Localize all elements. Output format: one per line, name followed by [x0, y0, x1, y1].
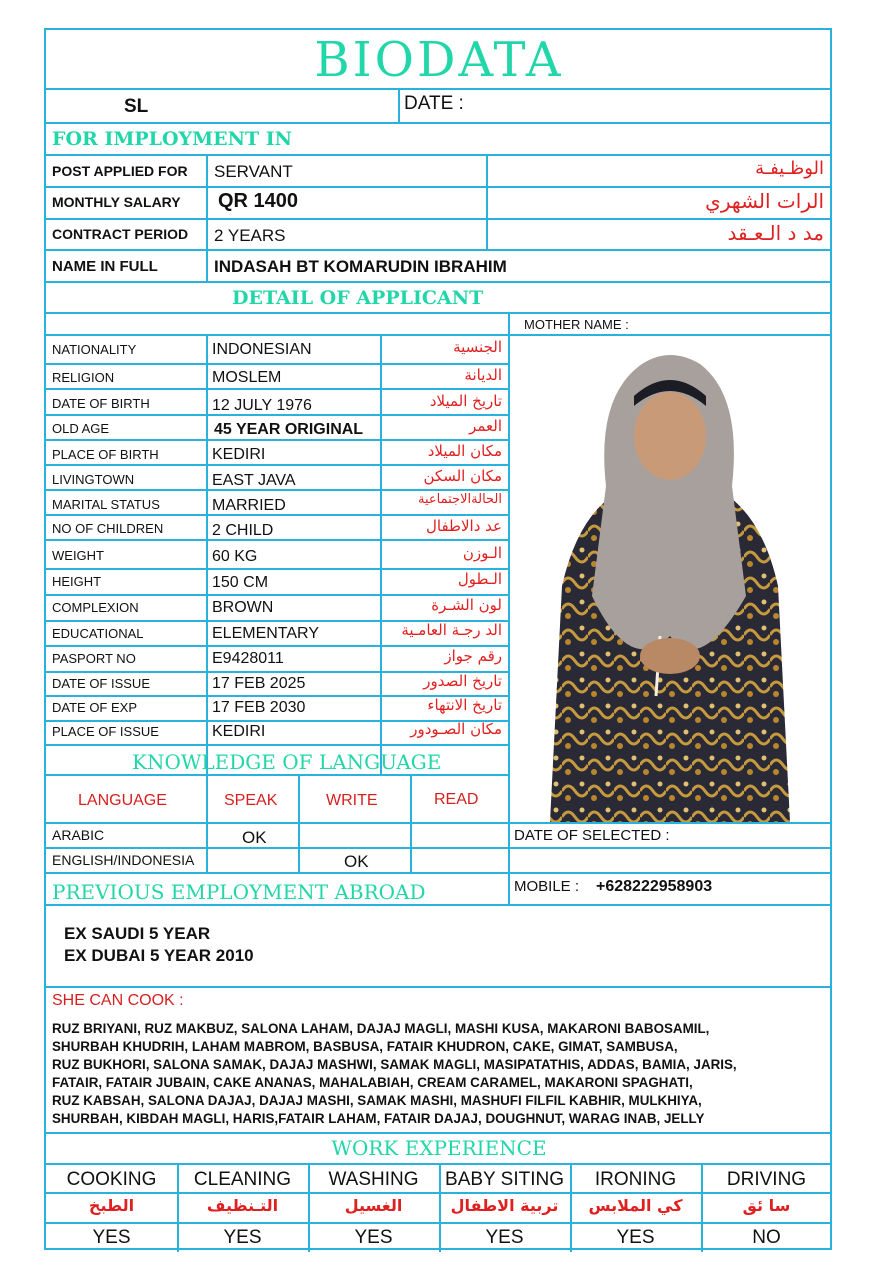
detail-value: 12 JULY 1976 — [212, 397, 312, 414]
work-arabic: الغسيل — [344, 1196, 403, 1215]
divider — [46, 388, 508, 390]
divider — [46, 904, 832, 906]
employment-value: 2 YEARS — [214, 226, 286, 245]
work-arabic: الطبخ — [88, 1196, 135, 1215]
detail-label: PASPORT NO — [52, 651, 136, 666]
detail-label: DATE OF EXP — [52, 700, 137, 715]
detail-value: 17 FEB 2030 — [212, 699, 306, 716]
divider — [298, 774, 300, 872]
detail-arabic: مكان الميلاد — [427, 442, 502, 460]
work-value: YES — [616, 1227, 655, 1248]
employment-label: POST APPLIED FOR — [52, 163, 188, 179]
cook-line: SHURBAH KHUDRIH, LAHAM MABROM, BASBUSA, FATAIR KHUDRON, CAKE, GIMAT, SAMBUSA, — [52, 1039, 678, 1054]
divider — [46, 249, 832, 251]
detail-value: E9428011 — [212, 650, 284, 667]
work-value: YES — [92, 1227, 131, 1248]
detail-value: 150 CM — [212, 574, 269, 591]
work-name: WASHING — [328, 1169, 419, 1190]
detail-value: 45 YEAR ORIGINAL — [214, 421, 364, 438]
detail-value: KEDIRI — [212, 446, 266, 463]
work-name: CLEANING — [193, 1169, 292, 1190]
detail-arabic: مكان السكن — [423, 467, 502, 485]
cook-list — [52, 1020, 830, 1128]
cook-line: SHURBAH, KIBDAH MAGLI, HARIS,FATAIR LAHAM, FATAIR DAJAJ, DOUGHNUT, WARAG INAB, JELLY — [52, 1111, 705, 1126]
detail-arabic: تاريخ الصدور — [423, 672, 502, 690]
lang-header-read: READ — [434, 791, 479, 808]
divider — [486, 154, 488, 249]
detail-value: 60 KG — [212, 548, 258, 565]
lang-header-speak: SPEAK — [224, 792, 278, 809]
divider — [206, 774, 208, 872]
cook-line: RUZ BUKHORI, SALONA SAMAK, DAJAJ MASHWI, SAMAK MAGLI, MASIPATATHIS, ADDAS, BAMIA, JARIS, — [52, 1057, 737, 1072]
divider — [46, 312, 832, 314]
employment-value: QR 1400 — [218, 190, 299, 212]
lang-header-language: LANGUAGE — [78, 792, 167, 809]
name-value: INDASAH BT KOMARUDIN IBRAHIM — [214, 257, 507, 276]
detail-label: MARITAL STATUS — [52, 497, 160, 512]
detail-label: HEIGHT — [52, 574, 102, 589]
cook-line: RUZ KABSAH, SALONA DAJAJ, DAJAJ MASHI, SAMAK MASHI, MASHUFI FILFIL KABHIR, MULKHIYA, — [52, 1093, 702, 1108]
employment-arabic: الرات الشهري — [705, 189, 824, 213]
lang-write: OK — [344, 852, 369, 871]
divider — [46, 822, 832, 824]
cook-line: FATAIR, FATAIR JUBAIN, CAKE ANANAS, MAHALABIAH, CREAM CARAMEL, MAKARONI SPAGHATI, — [52, 1075, 693, 1090]
divider — [46, 218, 832, 220]
detail-arabic: الجنسية — [453, 338, 502, 356]
detail-label: PLACE OF BIRTH — [52, 447, 159, 462]
divider — [46, 88, 832, 90]
detail-arabic: الديانة — [464, 366, 502, 384]
detail-arabic: مكان الصـودور — [410, 720, 502, 738]
work-arabic: سا ئق — [742, 1196, 791, 1215]
detail-arabic: العمر — [469, 417, 502, 435]
work-name: IRONING — [594, 1169, 677, 1190]
work-value: YES — [223, 1227, 262, 1248]
work-arabic: تربية الاطفال — [450, 1196, 559, 1215]
detail-value: EAST JAVA — [212, 472, 296, 489]
divider — [46, 774, 508, 776]
lang-speak: OK — [242, 828, 267, 847]
divider — [46, 154, 832, 156]
detail-arabic: تاريخ الانتهاء — [427, 696, 502, 714]
divider — [46, 744, 508, 746]
name-label: NAME IN FULL — [52, 258, 158, 275]
section-previous: PREVIOUS EMPLOYMENT ABROAD — [52, 880, 426, 904]
lang-name: ARABIC — [52, 827, 105, 843]
divider — [46, 986, 832, 988]
detail-value: 17 FEB 2025 — [212, 675, 306, 692]
work-value: NO — [752, 1227, 781, 1248]
page-title: BIODATA — [314, 32, 564, 88]
detail-label: NO OF CHILDREN — [52, 521, 164, 536]
divider — [410, 774, 412, 872]
mother-name-label: MOTHER NAME : — [524, 317, 629, 332]
divider — [46, 363, 508, 365]
detail-label: WEIGHT — [52, 548, 104, 563]
applicant-photo-illustration — [510, 336, 830, 822]
divider — [46, 186, 832, 188]
detail-value: BROWN — [212, 599, 274, 616]
detail-arabic: الد رجـة العامـية — [401, 621, 502, 639]
divider — [46, 281, 832, 283]
work-name: BABY SITING — [445, 1169, 564, 1190]
divider — [46, 539, 508, 541]
detail-value: INDONESIAN — [212, 341, 312, 358]
detail-arabic: الـوزن — [462, 544, 502, 562]
lang-header-write: WRITE — [326, 792, 378, 809]
detail-value: MARRIED — [212, 497, 286, 514]
section-work: WORK EXPERIENCE — [331, 1136, 547, 1160]
employment-label: MONTHLY SALARY — [52, 194, 181, 210]
divider — [206, 154, 208, 281]
employment-arabic: الوظـيفـة — [755, 158, 824, 179]
divider — [46, 464, 508, 466]
detail-arabic: رقم جواز — [444, 647, 502, 665]
divider — [380, 334, 382, 774]
work-arabic: التـنظيف — [206, 1196, 279, 1215]
cook-label: SHE CAN COOK : — [52, 992, 184, 1009]
detail-value: KEDIRI — [212, 723, 266, 740]
work-arabic: كي الملابس — [588, 1196, 683, 1215]
section-language: KNOWLEDGE OF LANGUAGE — [132, 750, 442, 774]
work-value: YES — [354, 1227, 393, 1248]
detail-label: NATIONALITY — [52, 342, 137, 357]
divider — [46, 439, 508, 441]
detail-value: ELEMENTARY — [212, 625, 319, 642]
employment-value: SERVANT — [214, 162, 293, 181]
previous-item: EX SAUDI 5 YEAR — [64, 924, 211, 943]
sl-label: SL — [124, 96, 149, 117]
detail-arabic: الـطول — [457, 570, 502, 588]
previous-item: EX DUBAI 5 YEAR 2010 — [64, 946, 254, 965]
divider — [206, 334, 208, 774]
section-detail: DETAIL OF APPLICANT — [232, 287, 484, 309]
divider — [46, 847, 832, 849]
divider — [46, 1132, 832, 1134]
biodata-form — [44, 28, 832, 1250]
detail-arabic: الحالةالاجتماعية — [418, 492, 502, 507]
detail-arabic: لون الشـرة — [431, 596, 502, 614]
detail-label: LIVINGTOWN — [52, 472, 135, 487]
detail-label: COMPLEXION — [52, 600, 139, 615]
lang-name: ENGLISH/INDONESIA — [52, 852, 195, 868]
section-employment: FOR IMPLOYMENT IN — [52, 128, 293, 150]
detail-label: EDUCATIONAL — [52, 626, 144, 641]
mobile-label: MOBILE : — [514, 878, 580, 895]
detail-label: DATE OF ISSUE — [52, 676, 150, 691]
applicant-photo — [510, 336, 830, 822]
employment-label: CONTRACT PERIOD — [52, 226, 189, 242]
work-name: COOKING — [66, 1169, 157, 1190]
divider — [46, 872, 832, 874]
detail-label: PLACE OF ISSUE — [52, 724, 159, 739]
divider — [398, 88, 400, 122]
date-of-selected-label: DATE OF SELECTED : — [514, 827, 670, 844]
date-label: DATE : — [404, 93, 464, 114]
detail-label: OLD AGE — [52, 421, 110, 436]
employment-arabic: مد د الـعـقد — [727, 221, 824, 245]
cook-line: RUZ BRIYANI, RUZ MAKBUZ, SALONA LAHAM, DAJAJ MAGLI, MASHI KUSA, MAKARONI BABOSAMIL, — [52, 1021, 710, 1036]
detail-arabic: تاريخ الميلاد — [429, 392, 502, 410]
work-name: DRIVING — [726, 1169, 807, 1190]
detail-value: MOSLEM — [212, 369, 282, 386]
divider — [46, 122, 832, 124]
mobile-value: +628222958903 — [596, 878, 713, 895]
detail-arabic: عد دالاطفال — [426, 517, 502, 535]
detail-label: DATE OF BIRTH — [52, 396, 150, 411]
detail-label: RELIGION — [52, 370, 115, 385]
work-value: YES — [485, 1227, 524, 1248]
detail-value: 2 CHILD — [212, 522, 274, 539]
